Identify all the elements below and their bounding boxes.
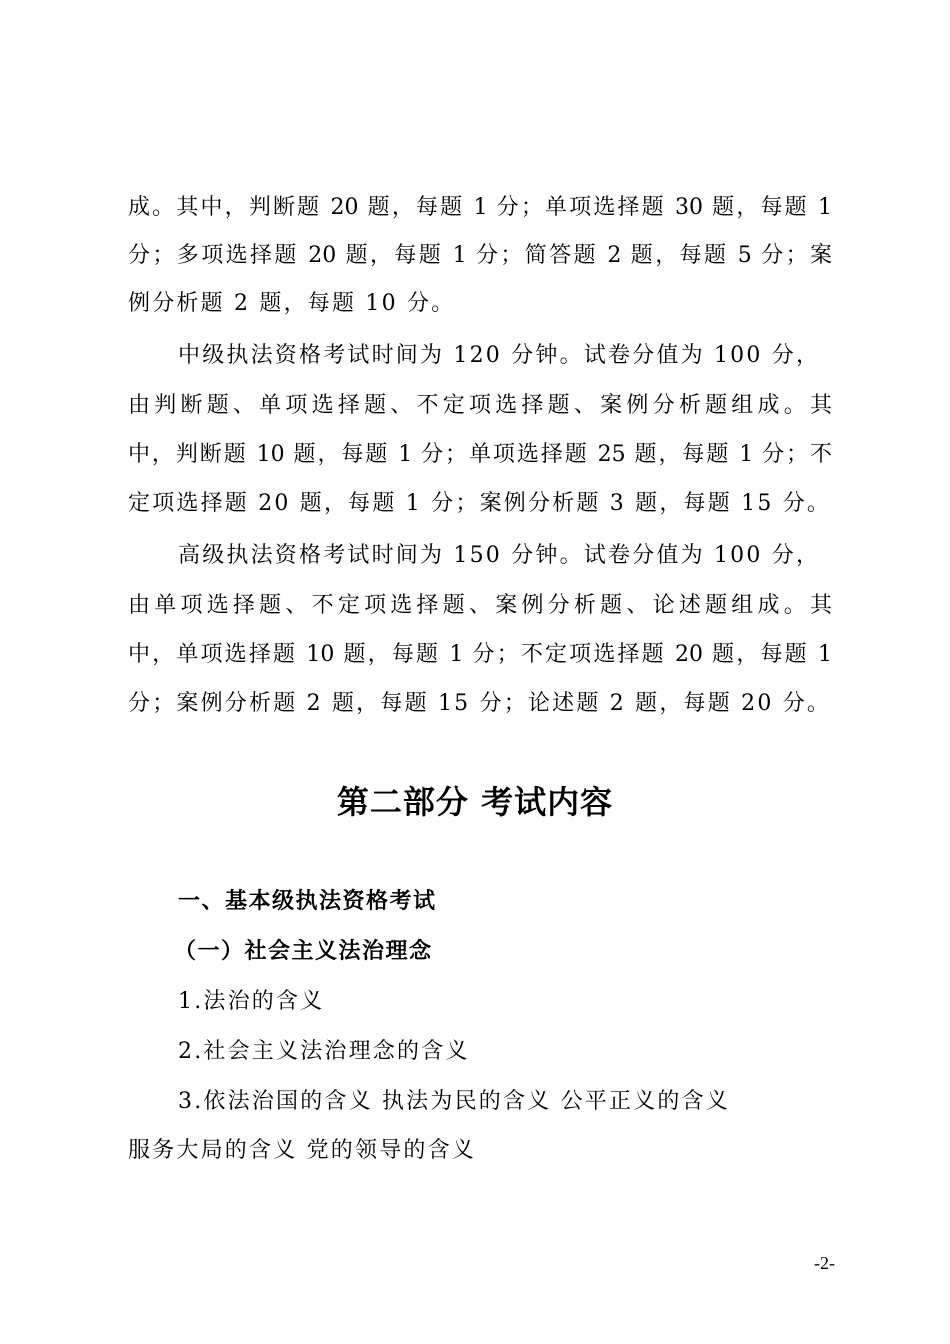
paragraph-line: 分；多项选择题 20 题，每题 1 分；简答题 2 题，每题 5 分；案 <box>128 243 832 268</box>
level-heading: 一、基本级执法资格考试 <box>178 889 437 914</box>
paragraph-line: 由单项选择题、不定项选择题、案例分析题、论述题组成。其 <box>128 593 832 618</box>
paragraph-line: 定项选择题 20 题，每题 1 分；案例分析题 3 题，每题 15 分。 <box>128 491 832 516</box>
paragraph-line: 由判断题、单项选择题、不定项选择题、案例分析题组成。其 <box>128 393 832 418</box>
paragraph-line: 成。其中，判断题 20 题，每题 1 分；单项选择题 30 题，每题 1 <box>128 195 832 220</box>
paragraph-line: 高级执法资格考试时间为 150 分钟。试卷分值为 100 分， <box>178 543 821 568</box>
list-item: 1.法治的含义 <box>178 989 325 1014</box>
paragraph-line: 例分析题 2 题，每题 10 分。 <box>128 291 456 316</box>
paragraph-line: 中级执法资格考试时间为 120 分钟。试卷分值为 100 分， <box>178 343 821 368</box>
list-item: 2.社会主义法治理念的含义 <box>178 1039 470 1064</box>
list-item: 3.依法治国的含义 执法为民的含义 公平正义的含义 <box>178 1089 730 1114</box>
paragraph-line: 中，单项选择题 10 题，每题 1 分；不定项选择题 20 题，每题 1 <box>128 642 832 667</box>
paragraph-line: 分；案例分析题 2 题，每题 15 分；论述题 2 题，每题 20 分。 <box>128 691 832 716</box>
subsection-heading: （一）社会主义法治理念 <box>174 939 433 964</box>
paragraph-line: 中，判断题 10 题，每题 1 分；单项选择题 25 题，每题 1 分；不 <box>128 442 832 467</box>
part-title: 第二部分 考试内容 <box>336 783 614 821</box>
page-number: -2- <box>814 1253 835 1273</box>
list-item-continuation: 服务大局的含义 党的领导的含义 <box>128 1138 476 1163</box>
